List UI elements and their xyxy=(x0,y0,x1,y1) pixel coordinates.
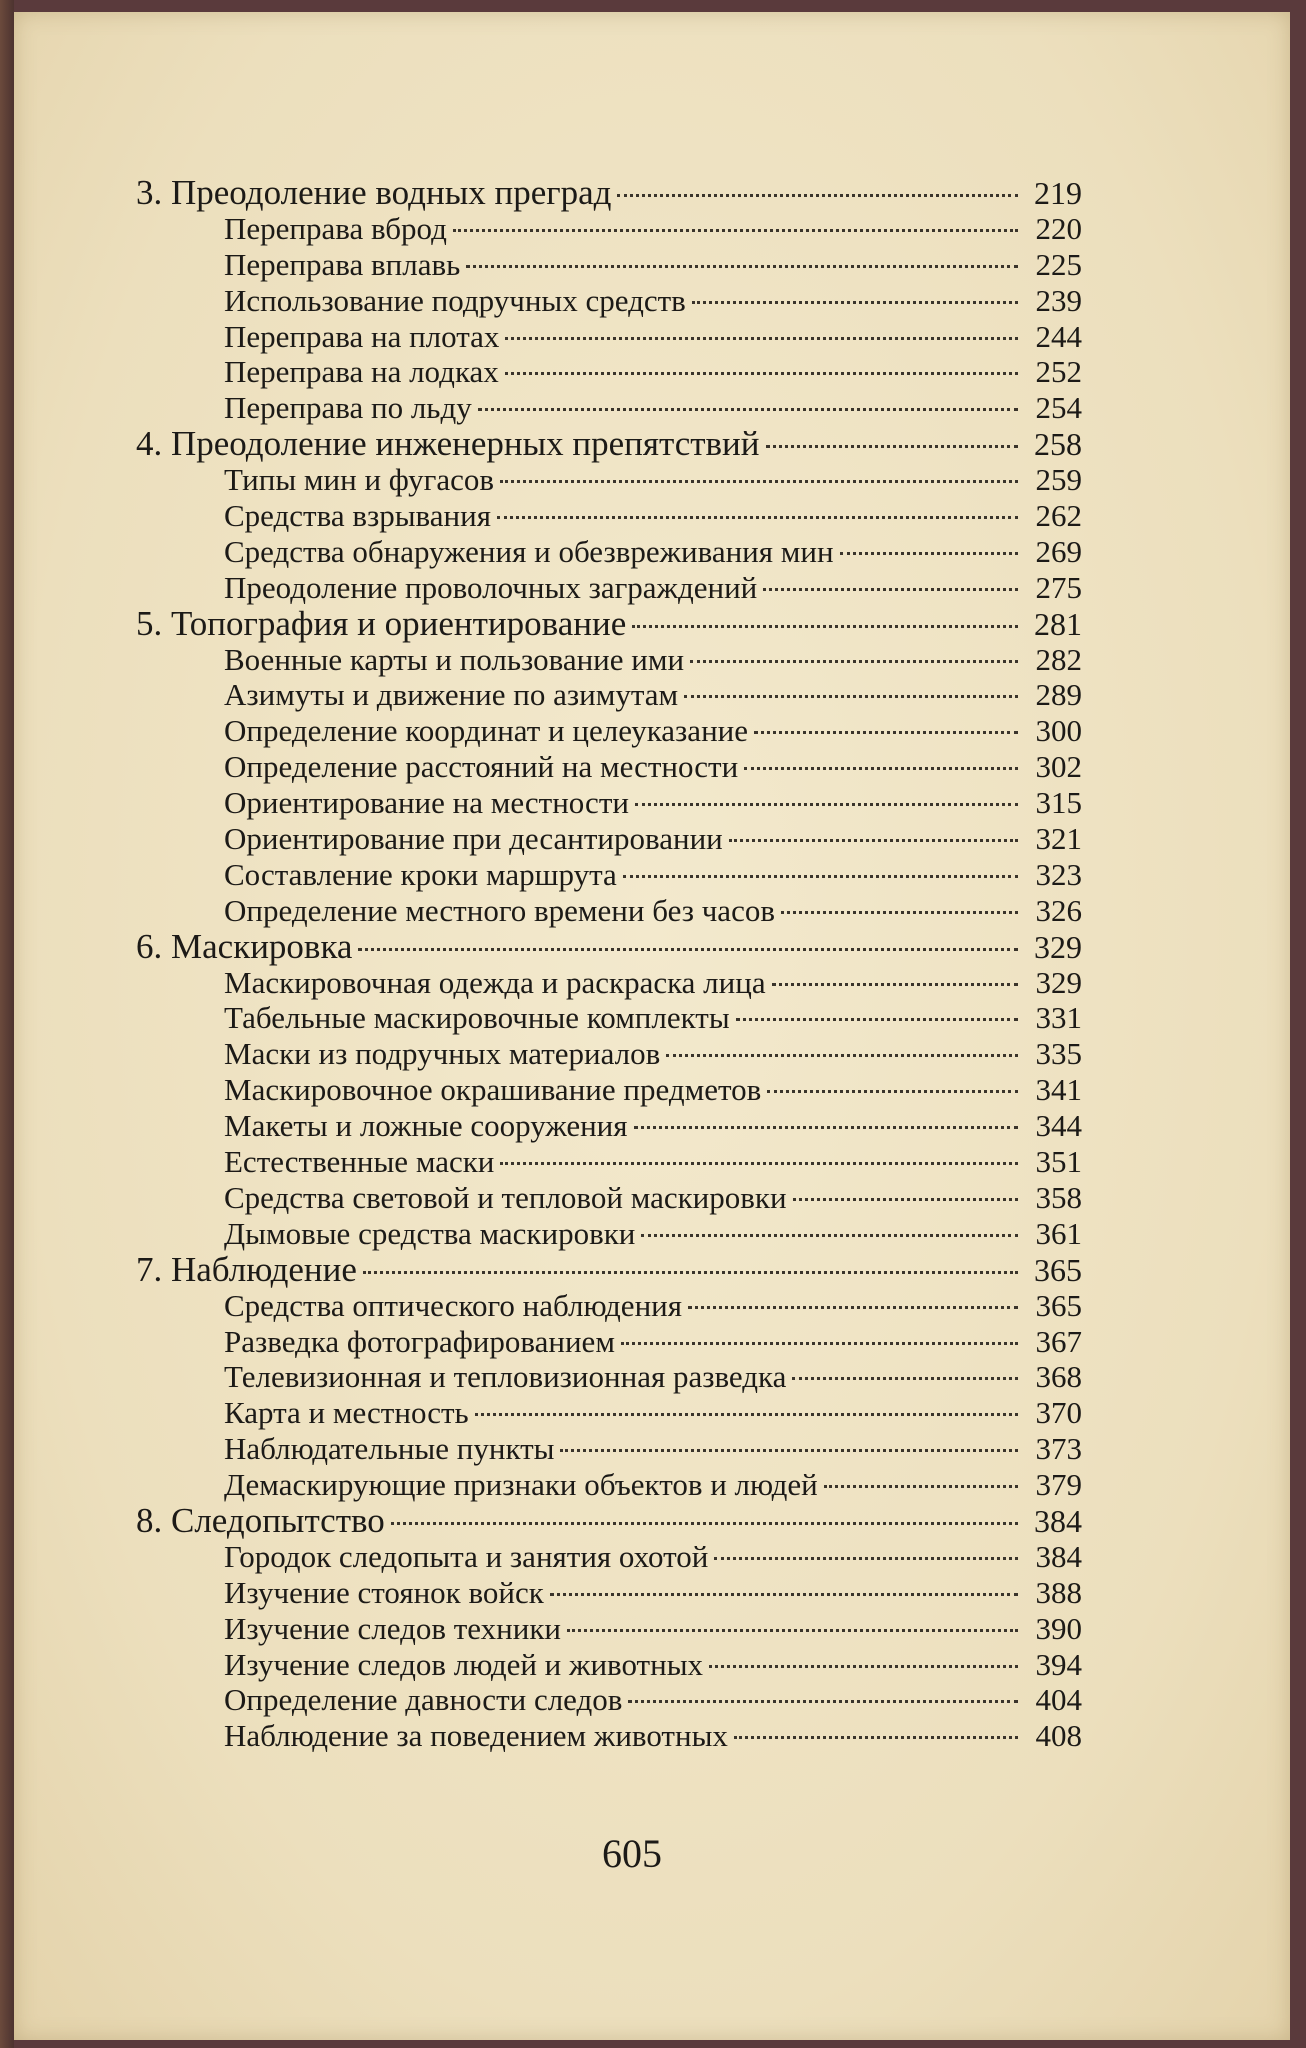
toc-entry-title: Городок следопыта и занятия охотой xyxy=(224,1538,709,1574)
toc-section-entry xyxy=(132,1288,1082,1324)
dot-leader xyxy=(641,1234,1018,1237)
toc-entry-page-number: 351 xyxy=(1035,1144,1082,1180)
toc-entry-page-number: 408 xyxy=(1035,1718,1082,1754)
toc-entry-title: Разведка фотографированием xyxy=(224,1323,615,1359)
dot-leader xyxy=(767,1090,1018,1093)
toc-entry-page-number: 321 xyxy=(1035,821,1082,857)
toc-entry-page-number: 289 xyxy=(1035,677,1082,713)
toc-section-entry xyxy=(132,1108,1082,1144)
toc-entry-page-number: 258 xyxy=(1034,426,1082,463)
toc-entry-page-number: 367 xyxy=(1035,1323,1082,1359)
toc-entry-page-number: 344 xyxy=(1035,1108,1082,1144)
toc-section-entry xyxy=(132,211,1082,247)
dot-leader xyxy=(692,301,1018,304)
toc-entry-page-number: 368 xyxy=(1035,1359,1082,1395)
toc-entry-title: Переправа вплавь xyxy=(224,246,461,282)
dot-leader xyxy=(754,731,1018,734)
toc-section-entry xyxy=(132,893,1082,929)
toc-entry-title: Переправа вброд xyxy=(224,210,447,246)
toc-entry-page-number: 323 xyxy=(1035,856,1082,892)
toc-entry-page-number: 365 xyxy=(1034,1251,1082,1288)
toc-entry-title: Использование подручных средств xyxy=(224,282,686,318)
toc-entry-title: Макеты и ложные сооружения xyxy=(224,1108,628,1144)
toc-entry-title: 4. Преодоление инженерных препятствий xyxy=(136,424,760,464)
dot-leader xyxy=(466,265,1018,268)
toc-section-entry xyxy=(132,1180,1082,1216)
dot-leader xyxy=(793,1198,1018,1201)
dot-leader xyxy=(617,194,1018,197)
dot-leader xyxy=(478,408,1018,411)
dot-leader xyxy=(734,1736,1018,1739)
toc-entry-title: Средства световой и тепловой маскировки xyxy=(224,1179,787,1215)
dot-leader xyxy=(505,372,1018,375)
toc-entry-page-number: 329 xyxy=(1034,928,1082,965)
dot-leader xyxy=(497,516,1018,519)
toc-section-entry xyxy=(132,1718,1082,1754)
toc-entry-page-number: 335 xyxy=(1035,1036,1082,1072)
toc-section-entry xyxy=(132,1539,1082,1575)
toc-entry-page-number: 259 xyxy=(1035,462,1082,498)
toc-section-entry xyxy=(132,1359,1082,1395)
toc-entry-page-number: 329 xyxy=(1035,964,1082,1000)
toc-entry-page-number: 262 xyxy=(1035,498,1082,534)
toc-entry-page-number: 358 xyxy=(1035,1179,1082,1215)
toc-entry-page-number: 275 xyxy=(1035,569,1082,605)
toc-chapter-entry xyxy=(136,1249,1082,1289)
dot-leader xyxy=(363,1271,1018,1274)
toc-entry-page-number: 373 xyxy=(1035,1431,1082,1467)
toc-chapter-entry xyxy=(136,426,1082,462)
toc-section-entry xyxy=(132,498,1082,534)
dot-leader xyxy=(763,588,1018,591)
toc-entry-page-number: 300 xyxy=(1035,713,1082,749)
book-spine-edge xyxy=(0,0,14,2048)
dot-leader xyxy=(714,1557,1018,1560)
toc-entry-page-number: 220 xyxy=(1035,210,1082,246)
dot-leader xyxy=(709,1665,1018,1668)
toc-entry-page-number: 394 xyxy=(1035,1646,1082,1682)
toc-section-entry xyxy=(132,1682,1082,1718)
dot-leader xyxy=(729,839,1018,842)
page-number: 605 xyxy=(602,1831,662,1876)
toc-entry-page-number: 302 xyxy=(1035,749,1082,785)
toc-entry-page-number: 379 xyxy=(1035,1467,1082,1503)
dot-leader xyxy=(453,229,1018,232)
toc-entry-page-number: 331 xyxy=(1035,1000,1082,1036)
toc-section-entry xyxy=(132,1611,1082,1647)
dot-leader xyxy=(781,911,1018,914)
toc-entry-title: Ориентирование на местности xyxy=(224,785,629,821)
toc-entry-page-number: 341 xyxy=(1035,1072,1082,1108)
toc-section-entry xyxy=(132,785,1082,821)
toc-entry-page-number: 326 xyxy=(1035,892,1082,928)
toc-entry-title: 6. Маскировка xyxy=(136,926,353,966)
toc-section-entry xyxy=(132,390,1082,426)
toc-section-entry xyxy=(132,462,1082,498)
dot-leader xyxy=(684,695,1018,698)
toc-entry-page-number: 219 xyxy=(1034,175,1082,211)
dot-leader xyxy=(824,1485,1018,1488)
toc-section-entry xyxy=(132,713,1082,749)
toc-entry-page-number: 281 xyxy=(1034,605,1082,642)
toc-entry-page-number: 388 xyxy=(1035,1574,1082,1610)
toc-section-entry xyxy=(132,1467,1082,1503)
toc-entry-title: Ориентирование при десантировании xyxy=(224,821,723,857)
toc-entry-title: Определение координат и целеуказание xyxy=(224,713,749,749)
dot-leader xyxy=(358,948,1018,951)
dot-leader xyxy=(666,1054,1018,1057)
toc-entry-title: Дымовые средства маскировки xyxy=(224,1215,636,1251)
dot-leader xyxy=(635,803,1018,806)
dot-leader xyxy=(772,983,1018,986)
toc-entry-page-number: 239 xyxy=(1035,282,1082,318)
dot-leader xyxy=(840,552,1018,555)
toc-entry-title: Определение расстояний на местности xyxy=(224,749,739,785)
toc-entry-title: 5. Топография и ориентирование xyxy=(136,603,627,643)
toc-chapter-entry xyxy=(136,175,1082,211)
toc-entry-title: Азимуты и движение по азимутам xyxy=(224,677,679,713)
toc-section-entry xyxy=(132,965,1082,1001)
toc-chapter-entry xyxy=(136,1500,1082,1540)
dot-leader xyxy=(560,1449,1018,1452)
toc-entry-title: Переправа по льду xyxy=(224,390,472,426)
toc-entry-title: 8. Следопытство xyxy=(136,1500,385,1540)
toc-section-entry xyxy=(132,1216,1082,1252)
table-of-contents xyxy=(132,175,1082,1754)
toc-entry-page-number: 370 xyxy=(1035,1395,1082,1431)
toc-section-entry xyxy=(132,1144,1082,1180)
dot-leader xyxy=(766,445,1018,448)
toc-entry-title: 7. Наблюдение xyxy=(136,1249,357,1289)
toc-section-entry xyxy=(132,1324,1082,1360)
dot-leader xyxy=(500,480,1018,483)
toc-entry-title: Табельные маскировочные комплекты xyxy=(224,1000,730,1036)
dot-leader xyxy=(567,1629,1018,1632)
toc-entry-title: Изучение стоянок войск xyxy=(224,1574,544,1610)
dot-leader xyxy=(744,767,1018,770)
toc-section-entry xyxy=(132,1575,1082,1611)
toc-entry-title: Изучение следов техники xyxy=(224,1610,561,1646)
toc-entry-title: Переправа на плотах xyxy=(224,318,500,354)
toc-section-entry xyxy=(132,1072,1082,1108)
dot-leader xyxy=(690,660,1018,663)
toc-section-entry xyxy=(132,319,1082,355)
toc-entry-title: Средства обнаружения и обезвреживания мин xyxy=(224,533,834,569)
toc-entry-page-number: 282 xyxy=(1035,641,1082,677)
toc-section-entry xyxy=(132,1000,1082,1036)
toc-section-entry xyxy=(132,821,1082,857)
toc-entry-title: Наблюдательные пункты xyxy=(224,1431,555,1467)
toc-entry-page-number: 225 xyxy=(1035,246,1082,282)
toc-entry-title: Телевизионная и тепловизионная разведка xyxy=(224,1359,787,1395)
toc-section-entry xyxy=(132,1036,1082,1072)
book-page xyxy=(14,12,1290,2040)
toc-entry-title: Средства оптического наблюдения xyxy=(224,1287,683,1323)
dot-leader xyxy=(792,1377,1018,1380)
toc-entry-title: 3. Преодоление водных преград xyxy=(136,173,612,212)
toc-entry-page-number: 269 xyxy=(1035,533,1082,569)
dot-leader xyxy=(632,625,1018,628)
toc-section-entry xyxy=(132,857,1082,893)
toc-entry-page-number: 244 xyxy=(1035,318,1082,354)
dot-leader xyxy=(475,1413,1018,1416)
dot-leader xyxy=(628,1700,1018,1703)
toc-entry-page-number: 404 xyxy=(1035,1682,1082,1718)
toc-chapter-entry xyxy=(136,603,1082,643)
toc-chapter-entry xyxy=(136,926,1082,966)
dot-leader xyxy=(550,1593,1018,1596)
toc-section-entry xyxy=(132,1647,1082,1683)
toc-entry-page-number: 361 xyxy=(1035,1215,1082,1251)
dot-leader xyxy=(505,337,1018,340)
toc-entry-title: Типы мин и фугасов xyxy=(224,462,494,498)
toc-entry-title: Определение местного времени без часов xyxy=(224,892,775,928)
toc-entry-page-number: 384 xyxy=(1035,1538,1082,1574)
toc-entry-title: Демаскирующие признаки объектов и людей xyxy=(224,1467,818,1503)
dot-leader xyxy=(736,1018,1018,1021)
toc-entry-title: Преодоление проволочных заграждений xyxy=(224,569,758,605)
dot-leader xyxy=(621,1342,1018,1345)
toc-section-entry xyxy=(132,283,1082,319)
toc-section-entry xyxy=(132,749,1082,785)
toc-entry-title: Маскировочное окрашивание предметов xyxy=(224,1072,762,1108)
toc-entry-page-number: 254 xyxy=(1035,390,1082,426)
toc-entry-title: Естественные маски xyxy=(224,1144,495,1180)
toc-section-entry xyxy=(132,247,1082,283)
toc-section-entry xyxy=(132,677,1082,713)
toc-section-entry xyxy=(132,1431,1082,1467)
toc-entry-title: Определение давности следов xyxy=(224,1682,623,1718)
dot-leader xyxy=(623,875,1018,878)
toc-section-entry xyxy=(132,642,1082,678)
toc-entry-title: Маски из подручных материалов xyxy=(224,1036,661,1072)
dot-leader xyxy=(391,1522,1018,1525)
toc-section-entry xyxy=(132,534,1082,570)
toc-entry-title: Составление кроки маршрута xyxy=(224,856,617,892)
toc-entry-page-number: 365 xyxy=(1035,1287,1082,1323)
dot-leader xyxy=(634,1126,1018,1129)
toc-section-entry xyxy=(132,1395,1082,1431)
toc-entry-title: Средства взрывания xyxy=(224,498,491,534)
toc-section-entry xyxy=(132,570,1082,606)
toc-entry-title: Военные карты и пользование ими xyxy=(224,641,685,677)
dot-leader xyxy=(688,1306,1018,1309)
toc-entry-title: Маскировочная одежда и раскраска лица xyxy=(224,964,766,1000)
toc-entry-title: Карта и местность xyxy=(224,1395,469,1431)
toc-entry-title: Изучение следов людей и животных xyxy=(224,1646,704,1682)
toc-entry-title: Наблюдение за поведением животных xyxy=(224,1718,728,1754)
dot-leader xyxy=(500,1162,1018,1165)
toc-entry-title: Переправа на лодках xyxy=(224,354,499,390)
toc-section-entry xyxy=(132,354,1082,390)
toc-entry-page-number: 390 xyxy=(1035,1610,1082,1646)
toc-entry-page-number: 315 xyxy=(1035,785,1082,821)
toc-entry-page-number: 252 xyxy=(1035,354,1082,390)
toc-entry-page-number: 384 xyxy=(1034,1502,1082,1539)
